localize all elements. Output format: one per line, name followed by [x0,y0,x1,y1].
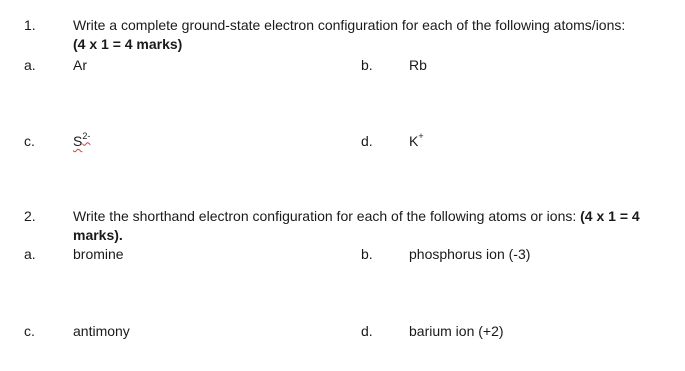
q1-prompt-text: Write a complete ground-state electron configuration for each of the following atoms/ions: [73,17,626,33]
q1-part-c-base: S [73,133,83,149]
q2-part-a-value: bromine [73,246,124,262]
q1-part-c-charge: 2- [82,131,91,142]
q2-part-a-letter: a. [24,246,36,262]
q2-marks: (4 x 1 = 4 marks). [73,208,640,243]
q1-part-c-value [73,132,90,151]
q1-part-a-letter: a. [24,57,36,73]
q2-part-c-letter: c. [24,323,35,339]
q1-part-d-letter: d. [361,133,373,149]
q1-part-b-letter: b. [361,57,373,73]
q2-part-c-value: antimony [73,323,130,339]
q1-number: 1. [24,17,36,33]
q2-prompt [73,207,651,245]
q2-part-d-letter: d. [361,323,373,339]
q1-marks: (4 x 1 = 4 marks) [73,36,183,52]
q1-part-b-value: Rb [409,57,427,73]
q2-prompt-text: Write the shorthand electron configuration for each of the following atoms or ions: [73,208,577,224]
q1-part-d-value [409,132,424,151]
q1-part-a-value: Ar [73,57,87,73]
q1-part-d-base: K [409,133,419,149]
q1-part-c-letter: c. [24,133,35,149]
q1-prompt [73,16,633,54]
q2-number: 2. [24,208,36,224]
q2-part-b-letter: b. [361,246,373,262]
q1-part-d-charge: + [418,131,424,142]
q2-part-b-value: phosphorus ion (-3) [409,246,531,262]
q2-part-d-value: barium ion (+2) [409,323,504,339]
